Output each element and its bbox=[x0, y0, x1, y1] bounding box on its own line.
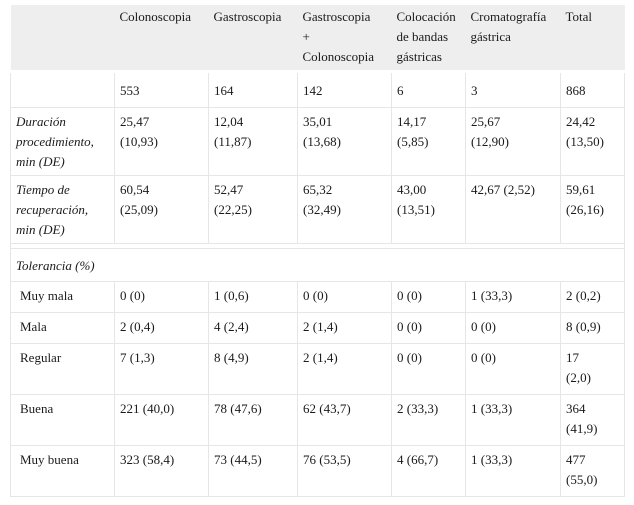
table-cell: 78 (47,6) bbox=[209, 395, 298, 446]
table-cell: 0 (0) bbox=[466, 313, 561, 344]
table-cell: 2 (0,4) bbox=[115, 313, 209, 344]
table-cell: 142 bbox=[298, 72, 392, 108]
table-cell: 76 (53,5) bbox=[298, 446, 392, 497]
table-cell: 62 (43,7) bbox=[298, 395, 392, 446]
table-cell: 364 (41,9) bbox=[561, 395, 625, 446]
table-cell: 52,47 (22,25) bbox=[209, 176, 298, 244]
table-cell: 323 (58,4) bbox=[115, 446, 209, 497]
table-cell: 0 (0) bbox=[466, 344, 561, 395]
table-cell: 1 (33,3) bbox=[466, 395, 561, 446]
column-header-text: + bbox=[302, 29, 310, 44]
table-row bbox=[11, 313, 625, 344]
table-cell: 3 bbox=[466, 72, 561, 108]
table-row bbox=[11, 282, 625, 313]
recovery-row bbox=[11, 176, 625, 244]
column-header-text: Cromatografía bbox=[470, 9, 547, 24]
column-header-text: Total bbox=[565, 9, 593, 24]
table-cell: 1 (33,3) bbox=[466, 282, 561, 313]
row-label bbox=[11, 108, 115, 176]
row-label: Muy mala bbox=[11, 282, 115, 313]
column-header-text: de bandas bbox=[396, 29, 449, 44]
table-cell: 2 (1,4) bbox=[298, 344, 392, 395]
duration-row bbox=[11, 108, 625, 176]
header-row bbox=[11, 5, 625, 72]
column-header-text: gástrica bbox=[470, 29, 511, 44]
table-cell: 0 (0) bbox=[392, 313, 466, 344]
table-cell: 0 (0) bbox=[298, 282, 392, 313]
table-cell: 2 (1,4) bbox=[298, 313, 392, 344]
column-header bbox=[209, 5, 298, 72]
table-cell: 4 (66,7) bbox=[392, 446, 466, 497]
column-header bbox=[392, 5, 466, 72]
table-row bbox=[11, 395, 625, 446]
row-label: Regular bbox=[11, 344, 115, 395]
table-row bbox=[11, 344, 625, 395]
table-row bbox=[11, 446, 625, 497]
table-cell: 42,67 (2,52) bbox=[466, 176, 561, 244]
table-cell: 73 (44,5) bbox=[209, 446, 298, 497]
table-cell: 4 (2,4) bbox=[209, 313, 298, 344]
table-cell: 0 (0) bbox=[115, 282, 209, 313]
table-cell: 0 (0) bbox=[392, 282, 466, 313]
table-cell: 43,00 (13,51) bbox=[392, 176, 466, 244]
table-cell: 1 (0,6) bbox=[209, 282, 298, 313]
table-cell: 24,42 (13,50) bbox=[561, 108, 625, 176]
table-cell: 12,04 (11,87) bbox=[209, 108, 298, 176]
row-label-text: Duración bbox=[16, 114, 66, 129]
column-header bbox=[115, 5, 209, 72]
table-cell: 2 (0,2) bbox=[561, 282, 625, 313]
column-header-text: Colonoscopia bbox=[302, 49, 374, 64]
row-label-text: recuperación, bbox=[16, 202, 89, 217]
column-header-text: Gastroscopia bbox=[213, 9, 282, 24]
table-cell: 2 (33,3) bbox=[392, 395, 466, 446]
row-label bbox=[11, 176, 115, 244]
column-header-text: Gastroscopia bbox=[302, 9, 371, 24]
table-cell: 8 (4,9) bbox=[209, 344, 298, 395]
table-cell: 35,01 (13,68) bbox=[298, 108, 392, 176]
column-header bbox=[298, 5, 392, 72]
section-label: Tolerancia (%) bbox=[11, 249, 625, 282]
table-cell: 14,17 (5,85) bbox=[392, 108, 466, 176]
table-cell: 164 bbox=[209, 72, 298, 108]
column-header-text: gástricas bbox=[396, 49, 442, 64]
row-label: Buena bbox=[11, 395, 115, 446]
tolerance-section-row bbox=[11, 249, 625, 282]
table-cell: 1 (33,3) bbox=[466, 446, 561, 497]
table-cell: 868 bbox=[561, 72, 625, 108]
table-cell: 25,47 (10,93) bbox=[115, 108, 209, 176]
table-cell: 60,54 (25,09) bbox=[115, 176, 209, 244]
column-header bbox=[561, 5, 625, 72]
row-label bbox=[11, 72, 115, 108]
row-label-text: Tiempo de bbox=[16, 182, 70, 197]
row-label-text: min (DE) bbox=[16, 222, 65, 237]
count-row bbox=[11, 72, 625, 108]
table-cell: 6 bbox=[392, 72, 466, 108]
table-cell: 59,61 (26,16) bbox=[561, 176, 625, 244]
table-cell: 17 (2,0) bbox=[561, 344, 625, 395]
table-cell: 553 bbox=[115, 72, 209, 108]
column-header bbox=[11, 5, 115, 72]
table-cell: 25,67 (12,90) bbox=[466, 108, 561, 176]
column-header bbox=[466, 5, 561, 72]
table-cell: 0 (0) bbox=[392, 344, 466, 395]
row-label-text: procedimiento, bbox=[16, 134, 94, 149]
row-label-text: min (DE) bbox=[16, 154, 65, 169]
row-label: Muy buena bbox=[11, 446, 115, 497]
table-cell: 7 (1,3) bbox=[115, 344, 209, 395]
table-cell: 8 (0,9) bbox=[561, 313, 625, 344]
row-label: Mala bbox=[11, 313, 115, 344]
column-header-text: Colocación bbox=[396, 9, 456, 24]
table-cell: 65,32 (32,49) bbox=[298, 176, 392, 244]
table-cell: 221 (40,0) bbox=[115, 395, 209, 446]
results-table bbox=[10, 5, 625, 497]
table-cell: 477 (55,0) bbox=[561, 446, 625, 497]
column-header-text: Colonoscopia bbox=[119, 9, 191, 24]
